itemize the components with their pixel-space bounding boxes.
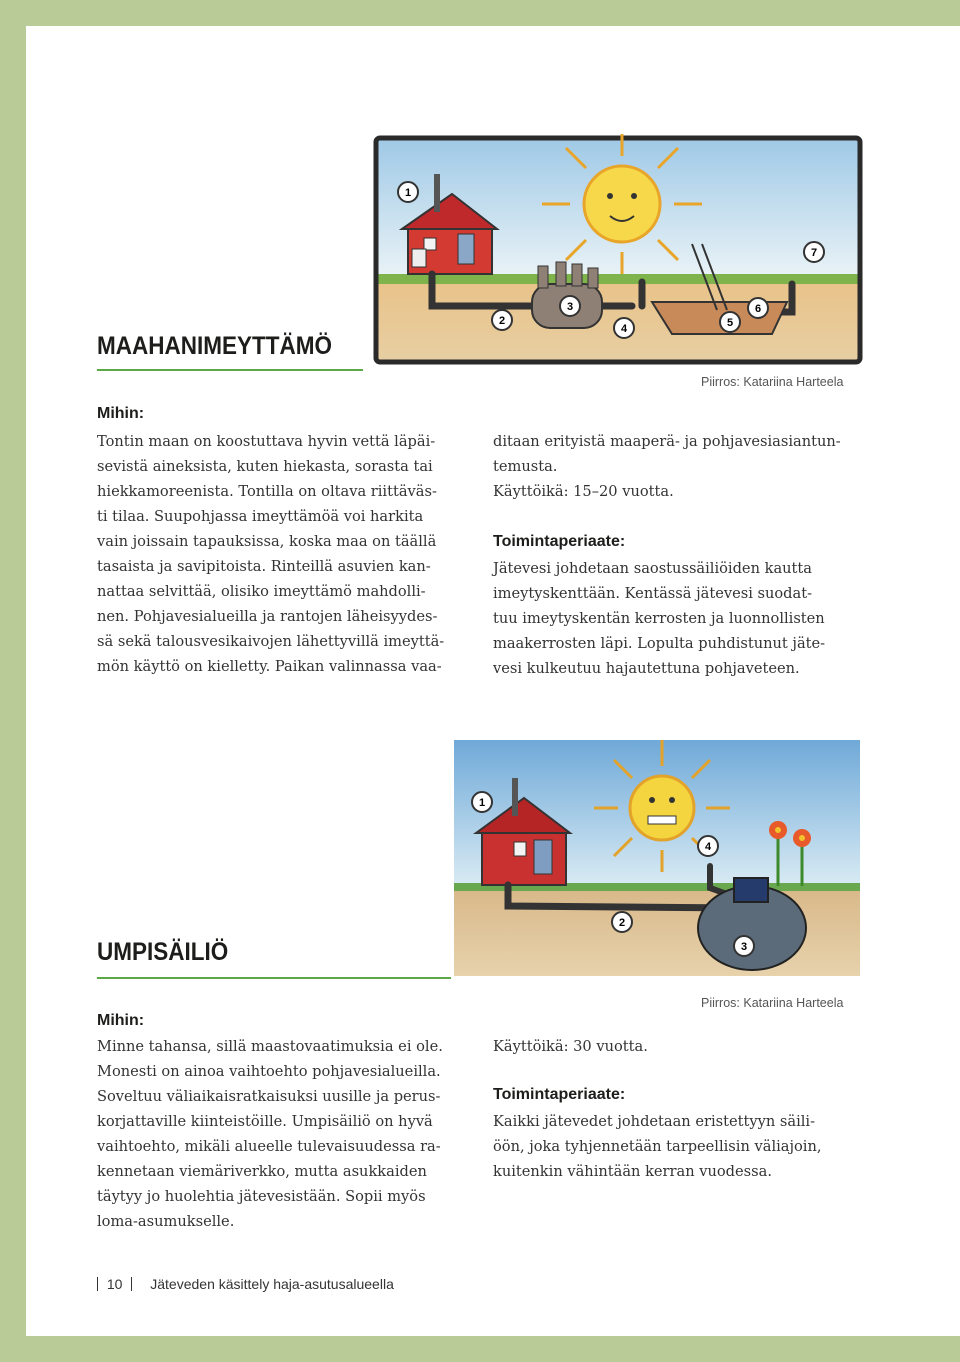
text-line: mön käyttö on kielletty. Paikan valinnassa vaa- xyxy=(97,658,442,675)
svg-text:5: 5 xyxy=(726,317,734,329)
text-line: Soveltuu väliaikaisratkaisuksi uusille ja perus- xyxy=(97,1088,441,1105)
right-column-text xyxy=(493,429,873,504)
text-line: vain joissain tapauksissa, koska maa on täällä xyxy=(97,533,437,550)
text-line: öön, joka tyhjennetään tarpeellisin väliajoin, xyxy=(493,1138,822,1155)
text-line: ditaan erityistä maaperä- ja pohjavesiasiantun- xyxy=(493,433,841,450)
left-column-text xyxy=(97,429,477,679)
principle-label: Toimintaperiaate: xyxy=(493,533,626,550)
badge-5 xyxy=(720,312,740,332)
text-line: loma-asumukselle. xyxy=(97,1213,235,1230)
text-line: korjattaville kiinteistöille. Umpisäiliö on hyvä xyxy=(97,1113,433,1130)
badge-4 xyxy=(698,836,718,856)
text-line: Minne tahansa, sillä maastovaatimuksia ei ole. xyxy=(97,1038,443,1055)
text-line: kennetaan viemäriverkko, mutta asukkaiden xyxy=(97,1163,427,1180)
badge-6 xyxy=(748,298,768,318)
mihin-label: Mihin: xyxy=(97,405,145,422)
title-underline xyxy=(97,369,363,371)
footer-divider xyxy=(131,1277,132,1291)
principle-text xyxy=(493,1109,873,1184)
text-line: sä sekä talousvesikaivojen lähettyvillä imeyttä- xyxy=(97,633,445,650)
svg-text:1: 1 xyxy=(478,797,486,809)
svg-text:2: 2 xyxy=(618,917,626,929)
text-line: maakerrosten läpi. Lopulta puhdistunut jäte- xyxy=(493,635,826,652)
badge-3 xyxy=(560,296,580,316)
section-title-umpisailio: UMPISÄILIÖ xyxy=(97,938,229,966)
lifetime-text: Käyttöikä: 15–20 vuotta. xyxy=(493,483,674,500)
badge-7 xyxy=(804,242,824,262)
svg-text:3: 3 xyxy=(566,301,574,313)
illustration-caption: Piirros: Katariina Harteela xyxy=(701,996,844,1010)
text-line: täytyy jo huolehtia jätevesistään. Sopii myös xyxy=(97,1188,426,1205)
text-line: kuitenkin vähintään kerran vuodessa. xyxy=(493,1163,772,1180)
badge-3 xyxy=(734,936,754,956)
svg-text:4: 4 xyxy=(704,841,712,853)
svg-text:6: 6 xyxy=(754,303,762,315)
title-underline xyxy=(97,977,451,979)
illustration-caption: Piirros: Katariina Harteela xyxy=(701,375,844,389)
text-line: hiekkamoreenista. Tontilla on oltava riittäväs- xyxy=(97,483,437,500)
text-line: ti tilaa. Suupohjassa imeyttämöä voi harkita xyxy=(97,508,424,525)
text-line: tuu imeytyskentän kerrosten ja luonnollisten xyxy=(493,610,825,627)
text-line: tasaista ja savipitoista. Rinteillä asuvien kan- xyxy=(97,558,431,575)
text-line: Jätevesi johdetaan saostussäiliöiden kautta xyxy=(493,560,812,577)
text-line: sevistä aineksista, kuten hiekasta, sorasta tai xyxy=(97,458,433,475)
section-title-maahanimeyttamo: MAAHANIMEYTTÄMÖ xyxy=(97,332,332,360)
text-line: nen. Pohjavesialueilla ja rantojen läheisyydes- xyxy=(97,608,438,625)
principle-label: Toimintaperiaate: xyxy=(493,1086,626,1103)
svg-text:1: 1 xyxy=(404,187,412,199)
badge-2 xyxy=(612,912,632,932)
text-line: temusta. xyxy=(493,458,558,475)
badge-2 xyxy=(492,310,512,330)
text-line: vesi kulkeutuu hajautettuna pohjaveteen. xyxy=(493,660,800,677)
badge-1 xyxy=(398,182,418,202)
principle-text xyxy=(493,556,873,681)
mihin-label: Mihin: xyxy=(97,1012,145,1029)
illustration-closed-tank xyxy=(452,738,862,978)
grass xyxy=(376,274,860,284)
text-line: Kaikki jätevedet johdetaan eristettyyn säili- xyxy=(493,1113,815,1130)
lifetime-text: Käyttöikä: 30 vuotta. xyxy=(493,1038,648,1055)
illustration-infiltration-field xyxy=(372,134,864,366)
svg-text:7: 7 xyxy=(810,247,818,259)
footer-title: Jäteveden käsittely haja-asutusalueella xyxy=(150,1276,394,1292)
text-line: vaihtoehto, mikäli alueelle tulevaisuudessa ra- xyxy=(97,1138,441,1155)
left-column-text xyxy=(97,1034,477,1234)
footer-divider xyxy=(97,1277,98,1291)
badge-1 xyxy=(472,792,492,812)
svg-text:3: 3 xyxy=(740,941,748,953)
text-line: imeytyskenttään. Kentässä jätevesi suodat- xyxy=(493,585,813,602)
page-number: 10 xyxy=(106,1276,123,1292)
text-line: Monesti on ainoa vaihtoehto pohjavesialueilla. xyxy=(97,1063,441,1080)
svg-text:4: 4 xyxy=(620,323,628,335)
page-footer xyxy=(97,1276,394,1292)
text-line: Tontin maan on koostuttava hyvin vettä läpäi- xyxy=(97,433,436,450)
badge-4 xyxy=(614,318,634,338)
svg-text:2: 2 xyxy=(498,315,506,327)
text-line: nattaa selvittää, olisiko imeyttämö mahdolli- xyxy=(97,583,426,600)
